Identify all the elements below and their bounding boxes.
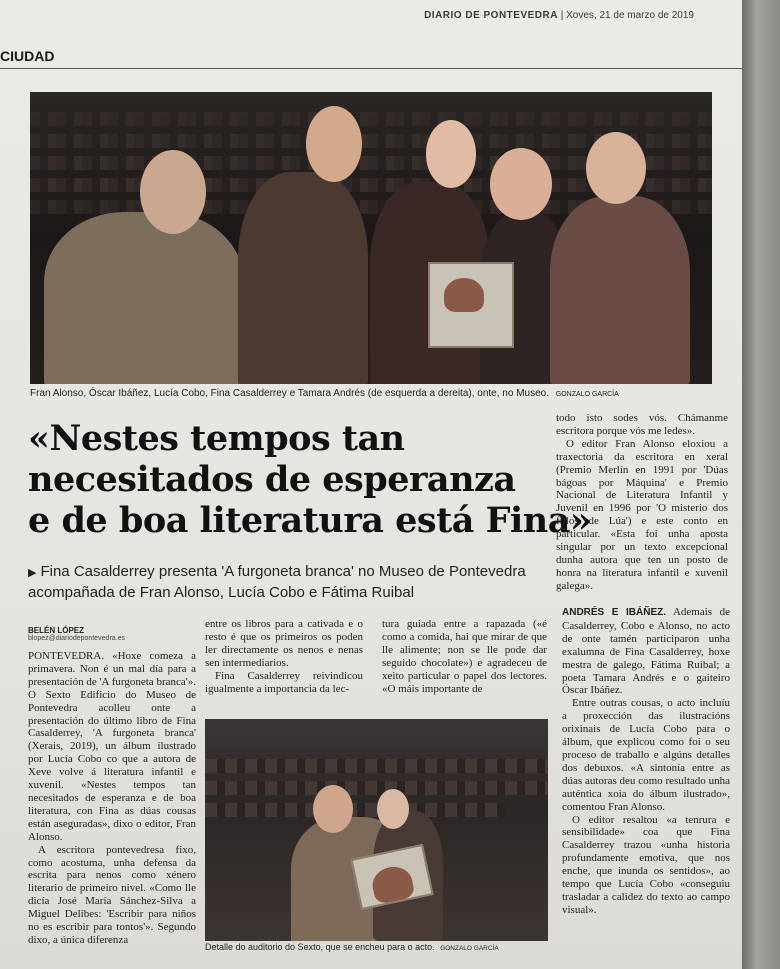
auditorium-photo <box>205 719 548 941</box>
caption-text: Detalle do auditorio do Sexto, que se encheu para o acto. <box>205 942 435 952</box>
person-tamara-andres <box>550 196 690 384</box>
person-head <box>586 132 646 204</box>
photo-credit: GONZALO GARCÍA <box>440 945 499 952</box>
subheadline-text: Fina Casalderrey presenta 'A furgoneta branca' no Museo de Pontevedra acompañada de Fran Alonso, Lucía Cobo e Fátima Ruibal <box>28 563 526 601</box>
headline-line: necesitados de esperanza <box>28 459 516 500</box>
person-oscar-ibanez <box>238 172 368 384</box>
headline-line: «Nestes tempos tan <box>28 418 405 459</box>
person-head <box>490 148 552 220</box>
headline-line: e de boa literatura está Fina» <box>28 500 592 541</box>
article-paragraph: todo isto sodes vós. Chámanme escritora porque vós me ledes». <box>556 412 728 437</box>
caption-text: Fran Alonso, Óscar Ibáñez, Lucía Cobo, Fina Casalderrey e Tamara Andrés (de esquerda a dereita), onte, no Museo. <box>30 388 549 399</box>
article-paragraph <box>562 606 730 697</box>
article-paragraph-text: Ademais de Casalderrey, Cobo e Alonso, no acto de onte tamén participaron unha exalumna de Fina Casalderrey, hoxe mestra de galego, Fátima Ruibal; a poeta Tamara Andrés e o gaiteiro Óscar Ibáñez. <box>562 606 730 697</box>
triangle-icon: ▶ <box>28 567 37 579</box>
person-head <box>306 106 362 182</box>
article-paragraph: A escritora pontevedresa fixo, como acostuma, unha defensa da escrita para nenos como xénero literario de primeiro nivel. «Como lle dicía José María Sánchez-Silva a Miguel Delibes: 'Escribir para niños no es escribir para tontos'». Segundo dixo, a única diferenza <box>28 843 196 946</box>
issue-date: Xoves, 21 de marzo de 2019 <box>566 10 694 21</box>
author-name: BELÉN LÓPEZ <box>28 626 85 635</box>
photo-credit: GONZALO GARCÍA <box>555 391 619 398</box>
article-paragraph: O editor Fran Alonso eloxiou a traxectoria da escritora en xeral (Premio Merlín en 1991 por 'Dúas bágoas por Máquina' e Premio Nacional de Literatura Infantil y Juvenil en 1996 por 'O misterio dos fillos de Lúa') e este conto en particular. «Esta foi unha aposta singular por un texto excepcional dunha autora que ten un posto de honra na literatura infantil e xuvenil galega». <box>556 437 728 592</box>
subheadline <box>28 562 548 603</box>
masthead: DIARIO DE PONTEVEDRA | Xoves, 21 de marzo de 2019 <box>424 10 694 21</box>
article-column-4-bottom <box>562 606 730 917</box>
section-label: CIUDAD <box>0 48 55 64</box>
article-column-3 <box>382 618 547 695</box>
article-column-2 <box>205 618 363 695</box>
auditorium-photo-caption <box>205 942 548 952</box>
person-head <box>313 785 353 833</box>
section-rule <box>0 68 742 69</box>
article-column-4-top <box>556 412 728 593</box>
main-photo <box>30 92 712 384</box>
person-head <box>426 120 476 188</box>
section-lead: ANDRÉS E IBÁÑEZ. <box>562 607 667 618</box>
article-paragraph: PONTEVEDRA. «Hoxe comeza a primavera. Non é un mal día para a presentación de 'A furgoneta branca'». O Sexto Edificio do Museo de Pontevedra acolleu onte a presentación do último libro de Fina Casalderrey, 'A furgoneta branca' (Xerais, 2019), un álbum ilustrado por Lucía Cobo co que a autora de Xeve volve á literatura infantil e xuvenil. «Nestes tempos tan necesitados de esperanza e de boa literatura, con Fina as dúas cousas están aseguradas», dixo o editor, Fran Alonso. <box>28 650 196 843</box>
photo-caption <box>30 385 712 403</box>
article-column-1 <box>28 650 196 947</box>
person-head <box>377 789 409 829</box>
author-email: blopez@diariodepontevedra.es <box>28 635 126 642</box>
headline <box>28 418 592 541</box>
next-page-edge <box>742 0 780 969</box>
byline <box>28 626 125 642</box>
person-fran-alonso <box>44 212 244 384</box>
book-cover <box>428 262 514 348</box>
paper-name: DIARIO DE PONTEVEDRA <box>424 10 558 21</box>
article-paragraph: Fina Casalderrey reivindicou igualmente a importancia da lec- <box>205 669 363 695</box>
article-paragraph: O editor resaltou «a tenrura e sensibilidade» coa que Fina Casalderrey trazou «unha historia profundamente emotiva, que nos enche, que inunda os sentidos», ao tempo que Lucía Cobo «conseguiu trasladar a calidez do texto ao campo visual». <box>562 813 730 916</box>
article-paragraph: tura guiada entre a rapazada («é como a comida, hai que mirar de que lle alimente; non se lle pode dar seguido chocolate») e agradeceu de xeito particular o papel dos lectores. «O máis importante de <box>382 618 547 695</box>
article-paragraph: Entre outras cousas, o acto incluíu a proxección das ilustracións orixinais de Lucía Cobo para o álbum, que explicou como foi o seu proceso de traballo e algúns detalles dos debuxos. «A sintonía entre as dúas autoras deu como resultado unha auténtica xoia do álbum ilustrado», comentou Fran Alonso. <box>562 697 730 813</box>
article-paragraph: entre os libros para a cativada e o resto é que os primeiros os poden ler directamente os nenos e nenas sen intermediarios. <box>205 618 363 669</box>
person-head <box>140 150 206 234</box>
